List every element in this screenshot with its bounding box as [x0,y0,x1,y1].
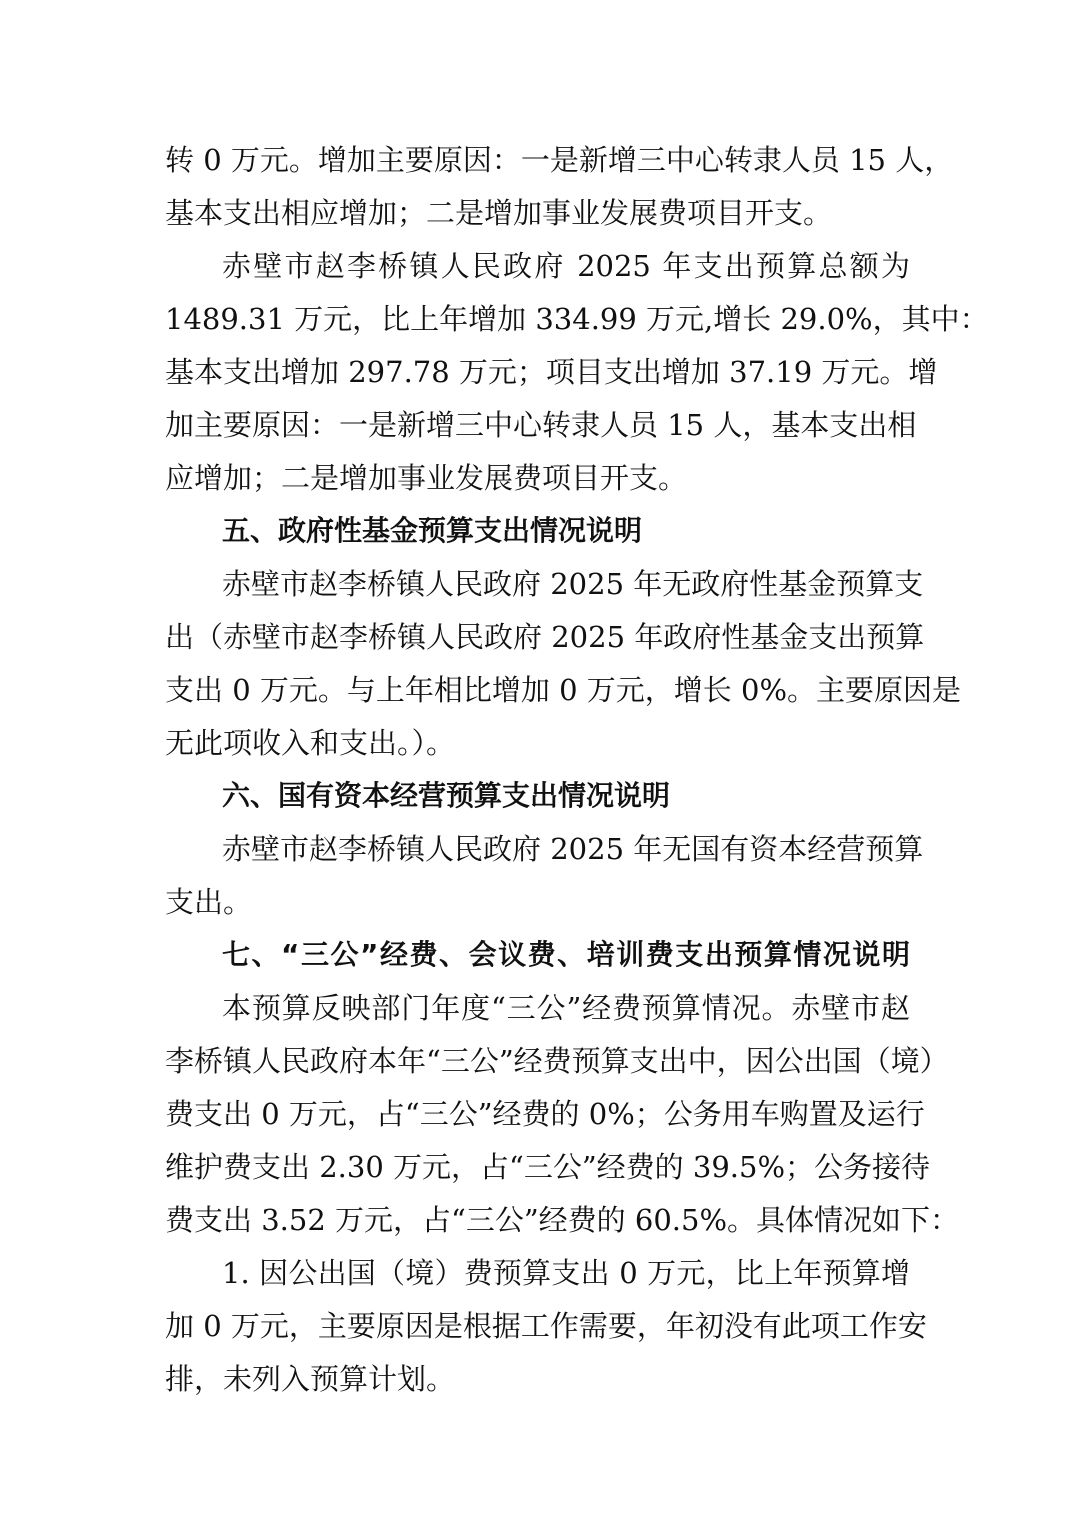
paragraph-line: 基本支出增加 297.78 万元；项目支出增加 37.19 万元。增 [165,355,938,389]
paragraph-line: 出（赤壁市赵李桥镇人民政府 2025 年政府性基金支出预算 [165,620,925,654]
paragraph-line: 费支出 3.52 万元，占“三公”经费的 60.5%。具体情况如下： [165,1203,960,1237]
paragraph-line: 赤壁市赵李桥镇人民政府 2025 年无政府性基金预算支 [222,567,924,601]
paragraph-line: 费支出 0 万元，占“三公”经费的 0%；公务用车购置及运行 [165,1097,925,1131]
paragraph-line: 李桥镇人民政府本年“三公”经费预算支出中，因公出国（境） [165,1044,949,1078]
paragraph-line: 支出 0 万元。与上年相比增加 0 万元，增长 0%。主要原因是 [165,673,962,707]
paragraph-line: 本预算反映部门年度“三公”经费预算情况。赤壁市赵 [222,991,910,1025]
paragraph-line: 维护费支出 2.30 万元，占“三公”经费的 39.5%；公务接待 [165,1150,931,1184]
paragraph-line: 加 0 万元，主要原因是根据工作需要，年初没有此项工作安 [165,1309,927,1343]
paragraph-line: 1. 因公出国（境）费预算支出 0 万元，比上年预算增 [222,1256,910,1290]
paragraph-line: 赤壁市赵李桥镇人民政府 2025 年无国有资本经营预算 [222,832,924,866]
paragraph-line: 排，未列入预算计划。 [165,1362,456,1396]
paragraph-line: 支出。 [165,885,253,919]
paragraph-line: 无此项收入和支出。）。 [165,726,456,760]
paragraph-line: 应增加；二是增加事业发展费项目开支。 [165,461,688,495]
section-heading-6: 六、国有资本经营预算支出情况说明 [222,779,671,812]
paragraph-line: 赤壁市赵李桥镇人民政府 2025 年支出预算总额为 [222,249,910,283]
paragraph-line: 1489.31 万元，比上年增加 334.99 万元,增长 29.0%，其中： [165,302,989,336]
paragraph-line: 加主要原因：一是新增三中心转隶人员 15 人，基本支出相 [165,408,917,442]
section-heading-5: 五、政府性基金预算支出情况说明 [222,514,643,547]
paragraph-line: 基本支出相应增加；二是增加事业发展费项目开支。 [165,196,833,230]
section-heading-7: 七、“三公”经费、会议费、培训费支出预算情况说明 [222,938,910,971]
paragraph-line: 转 0 万元。增加主要原因：一是新增三中心转隶人员 15 人， [165,143,954,177]
